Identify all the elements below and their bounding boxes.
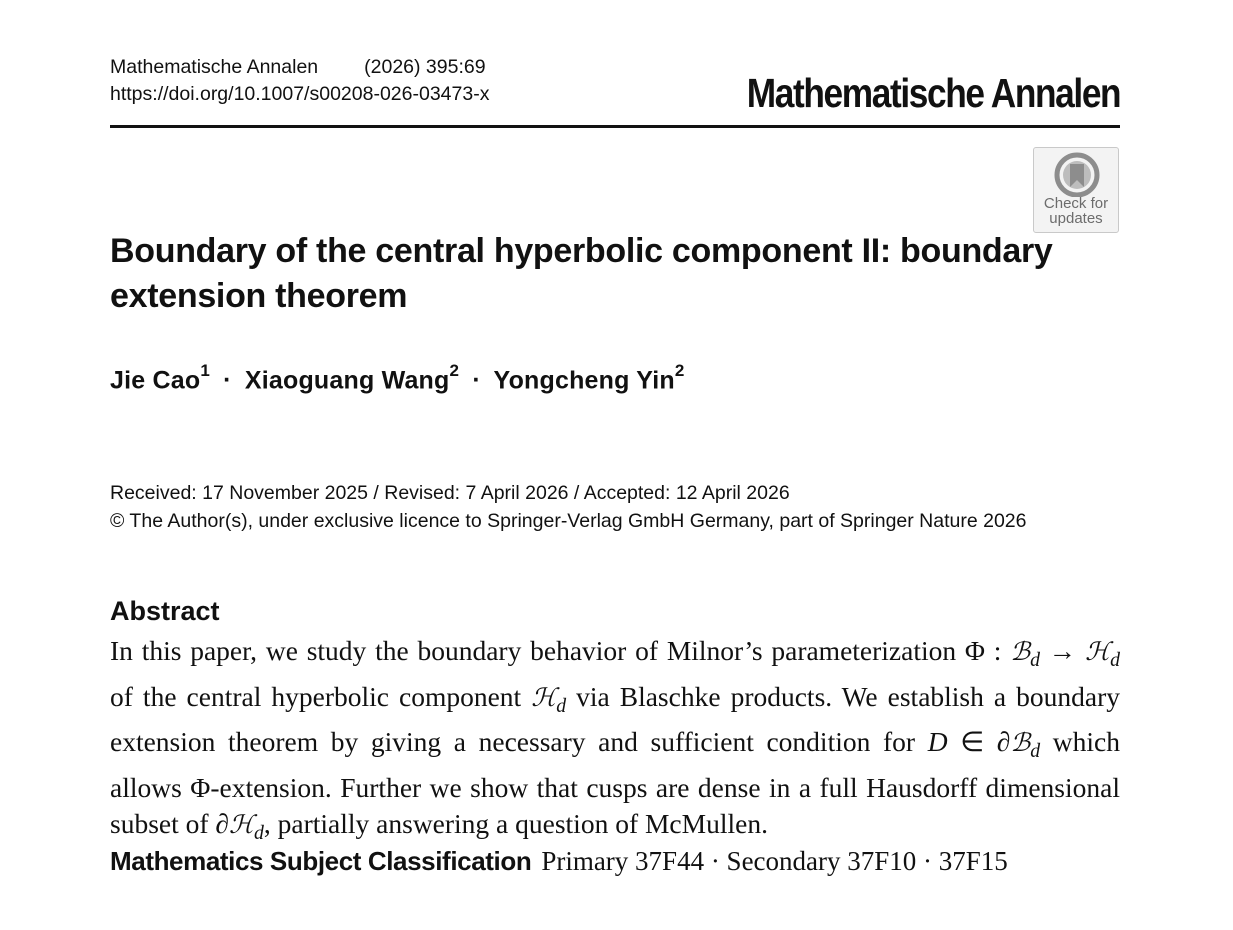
received-revised-accepted: Received: 17 November 2025 / Revised: 7 April 2026 / Accepted: 12 April 2026 — [110, 482, 790, 504]
abstract-text: In this paper, we study the boundary behavior of Milnor’s parameterization Φ : ℬ$_d$ → ℋ$_d$ of the central hyperbolic component ℋ$_d$ via Blaschke products. We establish a boundary extension theorem by giving a necessary and sufficient condition for D ∈ ∂ℬ$_d$ which allows Φ-extension. Further we show that cusps are dense in a full Hausdorff dimensional subset of ∂ℋ$_d$, partially answering a question of McMullen. — [110, 635, 1120, 844]
abstract-heading: Abstract — [110, 596, 220, 626]
citation: (2026) 395:69 — [364, 56, 486, 78]
article-title: Boundary of the central hyperbolic component II: boundary extension theorem — [110, 232, 1053, 315]
author-name[interactable]: Yongcheng Yin — [493, 366, 675, 395]
subject-classification — [110, 846, 1008, 877]
affiliation-marker: 2 — [449, 361, 460, 380]
journal-name: Mathematische Annalen — [110, 56, 319, 78]
affiliation-marker: 1 — [200, 361, 210, 380]
author-name[interactable]: Xiaoguang Wang — [244, 366, 450, 395]
header-rule — [110, 125, 1120, 128]
author-name[interactable]: Jie Cao — [110, 366, 201, 395]
msc-codes: Primary 37F44 · Secondary 37F10 · 37F15 — [541, 846, 1008, 876]
doi-link[interactable]: https://doi.org/10.1007/s00208-026-03473-x — [110, 83, 490, 105]
author-separator: · — [472, 366, 481, 395]
author-list — [110, 361, 685, 395]
copyright-line: © The Author(s), under exclusive licence to Springer-Verlag GmbH Germany, part of Springer Nature 2026 — [110, 510, 1027, 532]
crossmark-icon — [1051, 151, 1103, 197]
check-for-updates-badge[interactable] — [1033, 147, 1119, 233]
journal-logo: Mathematische Annalen — [746, 70, 1120, 116]
msc-label: Mathematics Subject Classification — [110, 846, 532, 876]
article-header-info — [110, 54, 489, 108]
article-history — [110, 479, 1027, 535]
affiliation-marker: 2 — [674, 361, 685, 380]
author-separator: · — [223, 366, 232, 395]
badge-label: Check for updates — [1043, 195, 1109, 227]
